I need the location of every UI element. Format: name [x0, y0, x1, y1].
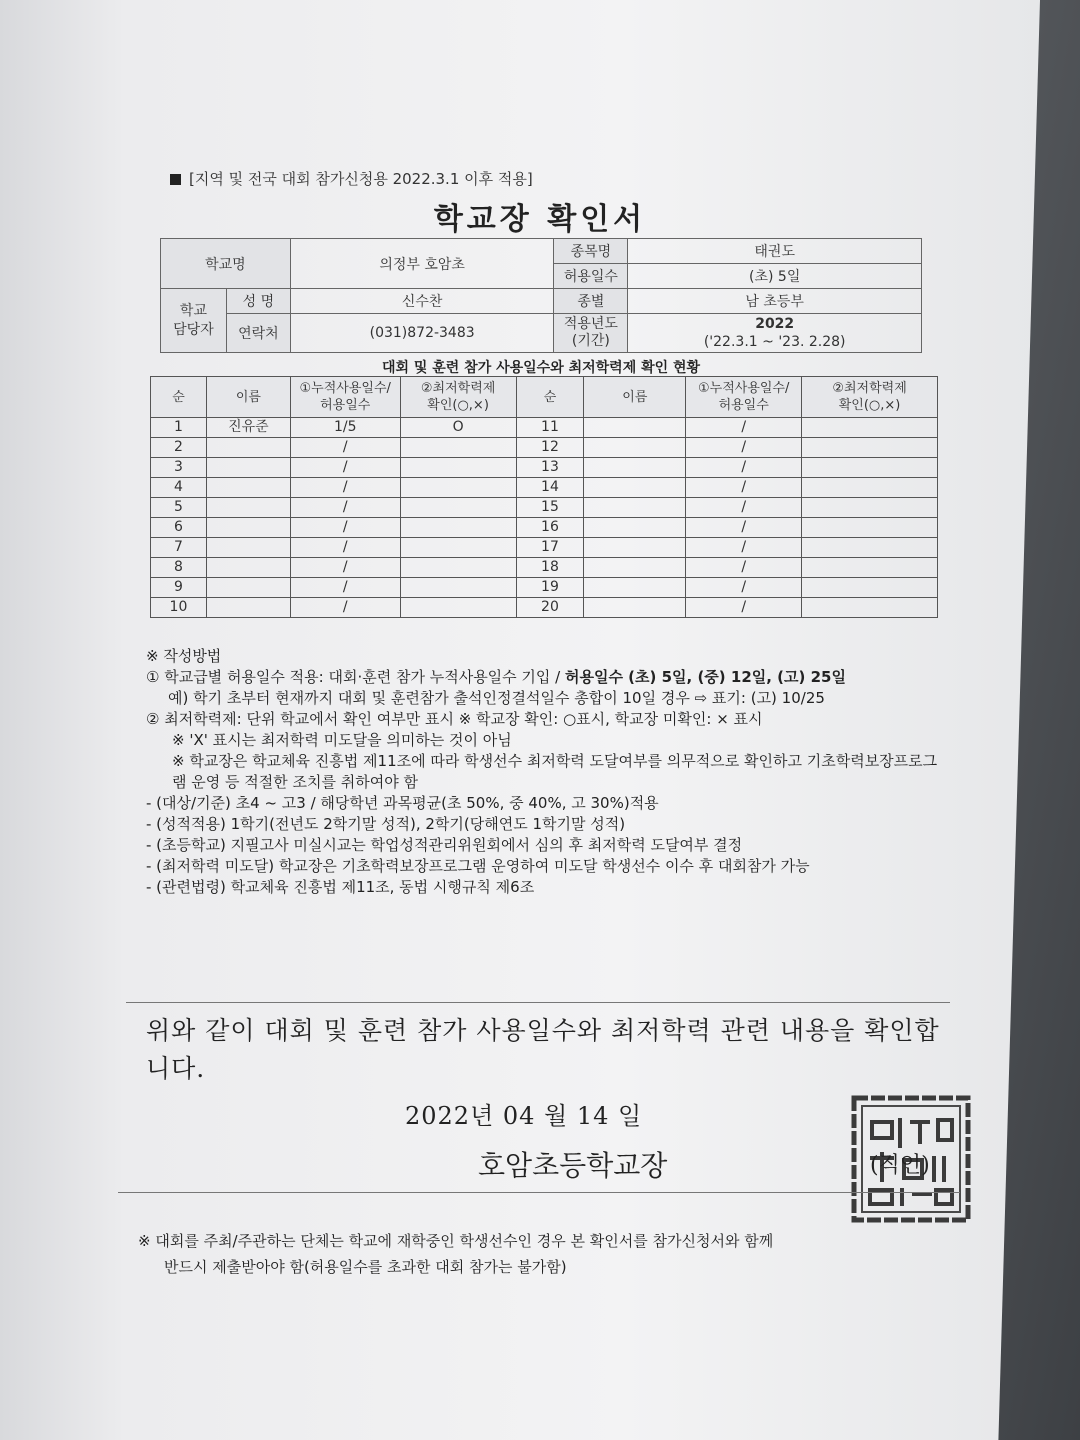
square-bullet-icon — [170, 174, 181, 185]
table-row — [151, 458, 938, 478]
cell-check — [802, 518, 938, 538]
note-6: - (성적적용) 1학기(전년도 2학기말 성적), 2학기(당해연도 1학기말 성적) — [146, 815, 626, 833]
manager-label: 학교 담당자 — [161, 289, 227, 353]
cell-name — [584, 578, 686, 598]
cell-check — [802, 458, 938, 478]
cell-no: 8 — [151, 558, 207, 578]
header-no: 순 — [516, 377, 584, 418]
note-9: - (관련법령) 학교체육 진흥법 제11조, 동법 시행규칙 제6조 — [146, 878, 535, 896]
cell-days: / — [290, 558, 400, 578]
school-label: 학교명 — [161, 239, 291, 289]
cell-days: / — [290, 438, 400, 458]
note-1-example: 예) 학기 초부터 현재까지 대회 및 훈련참가 출석인정결석일수 총합이 10일 경우 ⇨ 표기: (고) 10/25 — [168, 689, 825, 707]
cell-check — [400, 478, 516, 498]
principal-title: 호암초등학교장 — [478, 1149, 668, 1182]
cell-check — [400, 598, 516, 618]
table-row — [151, 418, 938, 438]
cell-name — [206, 578, 290, 598]
cell-check — [400, 498, 516, 518]
cell-days: / — [290, 478, 400, 498]
cell-days: / — [686, 478, 802, 498]
cell-check — [802, 438, 938, 458]
cell-no: 4 — [151, 478, 207, 498]
contact-value: (031)872-3483 — [290, 314, 554, 353]
cell-no: 16 — [516, 518, 584, 538]
cell-check — [400, 518, 516, 538]
cell-days: / — [686, 598, 802, 618]
document-title: 학교장 확인서 — [433, 202, 647, 237]
table-row — [151, 578, 938, 598]
header-days: ①누적사용일수/ 허용일수 — [290, 377, 400, 418]
note-5: - (대상/기준) 초4 ~ 고3 / 해당학년 과목평균(초 50%, 중 40%, 고 30%)적용 — [146, 794, 659, 812]
year-label: 적용년도 (기간) — [554, 314, 628, 353]
table-row — [151, 558, 938, 578]
table-row — [151, 498, 938, 518]
cell-no: 1 — [151, 418, 207, 438]
table-row — [151, 478, 938, 498]
cell-no: 12 — [516, 438, 584, 458]
cell-days: 1/5 — [290, 418, 400, 438]
header-check: ②최저학력제 확인(○,×) — [802, 377, 938, 418]
cell-name — [206, 498, 290, 518]
cell-name — [584, 518, 686, 538]
divider — [126, 1002, 950, 1003]
cell-days: / — [686, 498, 802, 518]
event-value: 태권도 — [628, 239, 922, 264]
cell-name — [206, 438, 290, 458]
event-label: 종목명 — [554, 239, 628, 264]
info-table — [160, 238, 922, 353]
cell-check — [802, 558, 938, 578]
cell-no: 3 — [151, 458, 207, 478]
note-7: - (초등학교) 지필고사 미실시교는 학업성적관리위원회에서 심의 후 최저학력 도달여부 결정 — [146, 836, 743, 854]
cell-name — [206, 558, 290, 578]
participation-table — [150, 376, 938, 618]
cell-days: / — [686, 558, 802, 578]
cell-days: / — [290, 538, 400, 558]
header-check: ②최저학력제 확인(○,×) — [400, 377, 516, 418]
cell-no: 5 — [151, 498, 207, 518]
allowed-days-label: 허용일수 — [554, 264, 628, 289]
cell-name — [584, 478, 686, 498]
cell-check — [400, 458, 516, 478]
year-value: 2022 — [755, 316, 795, 332]
cell-days: / — [290, 518, 400, 538]
header-note: [지역 및 전국 대회 참가신청용 2022.3.1 이후 적용] — [170, 168, 533, 189]
seal-label: (직인) — [870, 1153, 930, 1178]
cell-check — [802, 498, 938, 518]
cell-no: 18 — [516, 558, 584, 578]
cell-days: / — [686, 458, 802, 478]
cell-name — [206, 598, 290, 618]
date: 2022년 04 월 14 일 — [405, 1102, 643, 1130]
cell-days: / — [290, 578, 400, 598]
category-value: 남 초등부 — [628, 289, 922, 314]
instructions — [146, 646, 946, 898]
cell-days: / — [686, 418, 802, 438]
category-label: 종별 — [554, 289, 628, 314]
note-2: ② 최저학력제: 단위 학교에서 확인 여부만 표시 ※ 학교장 확인: ○표시, 학교장 미확인: × 표시 — [146, 710, 763, 728]
divider — [118, 1192, 960, 1193]
cell-no: 10 — [151, 598, 207, 618]
note-8: - (최저학력 미도달) 학교장은 기초학력보장프로그램 운영하여 미도달 학생선수 이수 후 대회참가 가능 — [146, 857, 810, 875]
cell-days: / — [686, 518, 802, 538]
cell-name — [206, 478, 290, 498]
cell-no: 2 — [151, 438, 207, 458]
cell-no: 20 — [516, 598, 584, 618]
header-name: 이름 — [206, 377, 290, 418]
confirmation-statement: 위와 같이 대회 및 훈련 참가 사용일수와 최저학력 관련 내용을 확인합니다. — [146, 1016, 940, 1083]
cell-days: / — [290, 458, 400, 478]
cell-name: 진유준 — [206, 418, 290, 438]
cell-check — [802, 578, 938, 598]
cell-name — [584, 598, 686, 618]
cell-check — [400, 578, 516, 598]
note-4: ※ 학교장은 학교체육 진흥법 제11조에 따라 학생선수 최저학력 도달여부를 의무적으로 확인하고 기초학력보장프로그램 운영 등 적절한 조치를 취하여야 함 — [172, 752, 938, 791]
cell-days: / — [686, 578, 802, 598]
name-value: 신수찬 — [290, 289, 554, 314]
notes-heading: ※ 작성방법 — [146, 647, 222, 665]
cell-name — [584, 558, 686, 578]
footer-line-1: ※ 대회를 주최/주관하는 단체는 학교에 재학중인 학생선수인 경우 본 확인서를 참가신청서와 함께 — [138, 1232, 774, 1250]
school-value: 의정부 호암초 — [290, 239, 554, 289]
cell-no: 7 — [151, 538, 207, 558]
table-row — [151, 538, 938, 558]
cell-no: 9 — [151, 578, 207, 598]
footer-line-2: 반드시 제출받아야 함(허용일수를 초과한 대회 참가는 불가함) — [164, 1258, 567, 1276]
cell-days: / — [290, 598, 400, 618]
header-days: ①누적사용일수/ 허용일수 — [686, 377, 802, 418]
cell-days: / — [686, 438, 802, 458]
cell-no: 19 — [516, 578, 584, 598]
cell-name — [206, 458, 290, 478]
table-row — [151, 518, 938, 538]
header-name: 이름 — [584, 377, 686, 418]
cell-days: / — [290, 498, 400, 518]
cell-check — [802, 598, 938, 618]
header-no: 순 — [151, 377, 207, 418]
note-3: ※ 'X' 표시는 최저학력 미도달을 의미하는 것이 아님 — [172, 731, 512, 749]
contact-label: 연락처 — [226, 314, 290, 353]
cell-name — [584, 498, 686, 518]
name-label: 성 명 — [226, 289, 290, 314]
table-row — [151, 598, 938, 618]
cell-check — [400, 438, 516, 458]
table-header-row — [151, 377, 938, 418]
cell-no: 15 — [516, 498, 584, 518]
cell-no: 17 — [516, 538, 584, 558]
cell-no: 11 — [516, 418, 584, 438]
allowed-days-value: (초) 5일 — [628, 264, 922, 289]
cell-name — [584, 438, 686, 458]
cell-no: 6 — [151, 518, 207, 538]
cell-name — [584, 418, 686, 438]
cell-no: 14 — [516, 478, 584, 498]
cell-check — [802, 478, 938, 498]
year-value-cell — [628, 314, 922, 353]
footer-note — [138, 1228, 958, 1280]
cell-days: / — [686, 538, 802, 558]
cell-no: 13 — [516, 458, 584, 478]
cell-check — [802, 418, 938, 438]
cell-name — [584, 538, 686, 558]
cell-name — [584, 458, 686, 478]
note-1: ① 학교급별 허용일수 적용: 대회·훈련 참가 누적사용일수 기입 / 허용일수 (초) 5일, (중) 12일, (고) 25일 — [146, 668, 846, 686]
table-row — [151, 438, 938, 458]
cell-check — [802, 538, 938, 558]
cell-check: O — [400, 418, 516, 438]
cell-name — [206, 538, 290, 558]
period-value: ('22.3.1 ~ '23. 2.28) — [703, 334, 846, 350]
cell-name — [206, 518, 290, 538]
section-title: 대회 및 훈련 참가 사용일수와 최저학력제 확인 현황 — [381, 360, 701, 376]
cell-check — [400, 558, 516, 578]
cell-check — [400, 538, 516, 558]
